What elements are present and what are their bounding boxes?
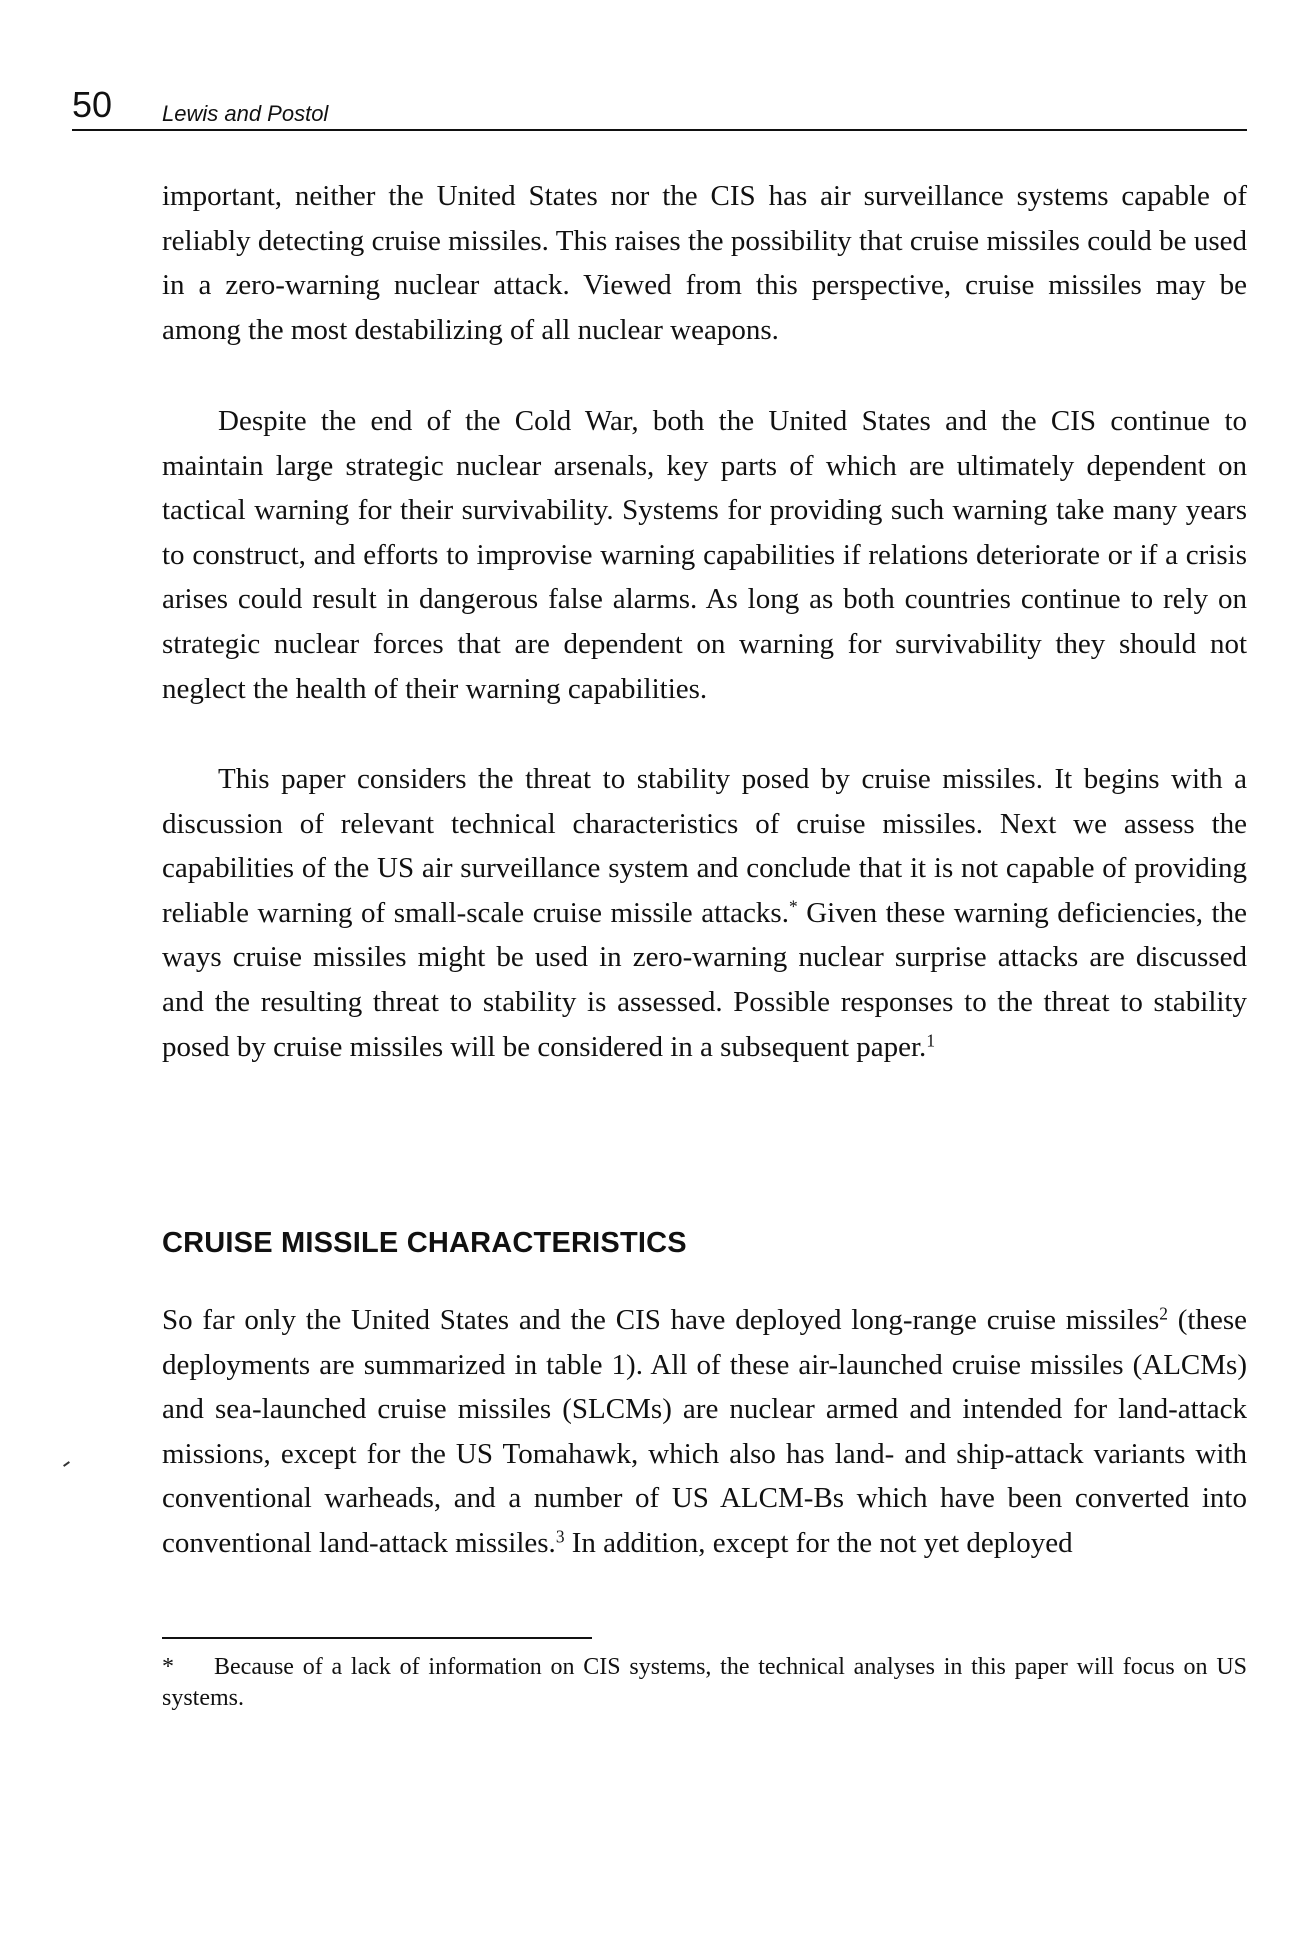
section-paragraph — [162, 1298, 1247, 1566]
footnote — [162, 1652, 1247, 1714]
running-head-authors: Lewis and Postol — [162, 101, 329, 126]
footnote-marker-asterisk: * — [788, 896, 798, 917]
footnote-text: Because of a lack of information on CIS systems, the technical analyses in this paper will focus on US systems. — [162, 1654, 1247, 1711]
body-paragraph-2: Despite the end of the Cold War, both the United States and the CIS continue to maintain large strategic nuclear arsenals, key parts of which are ultimately dependent on tactical warning for their survivability. Systems for providing such warning take many years to construct, and efforts to improvise warning capabilities if relations deteriorate or if a crisis arises could result in dangerous false alarms. As long as both countries continue to rely on strategic nuclear forces that are dependent on warning for survivability they should not neglect the health of their warning capabilities. — [162, 405, 1247, 705]
endnote-marker-2: 2 — [1159, 1303, 1168, 1324]
body-paragraph-3-text-b: Given these warning deficiencies, the ways cruise missiles might be used in zero-warning nuclear surprise attacks are discussed and the resulting threat to stability is assessed. Possible responses to the threat to stability posed by cruise missiles will be considered in a subsequent paper. — [162, 896, 1247, 1063]
endnote-marker-3: 3 — [555, 1526, 565, 1547]
body-paragraph-3 — [162, 757, 1247, 1069]
section-paragraph-text-a: So far only the United States and the CIS have deployed long-range cruise missiles — [162, 1304, 1160, 1336]
endnote-marker-1: 1 — [926, 1030, 936, 1050]
running-head — [72, 85, 1247, 131]
body-paragraph-1: important, neither the United States nor the CIS has air surveillance systems capable of reliably detecting cruise missiles. This raises the possibility that cruise missiles could be used in a zero-warning nuclear attack. Viewed from this perspective, cruise missiles may be among the most destabilizing of all nuclear weapons. — [162, 180, 1247, 346]
scan-speck — [63, 1461, 70, 1467]
section-paragraph-text-c: In addition, except for the not yet deployed — [564, 1526, 1073, 1559]
footnote-marker: * — [162, 1654, 174, 1680]
section-paragraph-text-b: (these deployments are summarized in table 1). All of these air-launched cruise missiles (ALCMs) and sea-launched cruise missiles (SLCMs) are nuclear armed and intended for land-attack missions, except for the US Tomahawk, which also has land- and ship-attack variants with conventional warheads, and a number of US ALCM-Bs which have been converted into conventional land-attack missiles. — [162, 1304, 1247, 1559]
page-number: 50 — [72, 84, 113, 125]
footnote-rule — [162, 1637, 592, 1639]
body-paragraph-3-text-a: This paper considers the threat to stability posed by cruise missiles. It begins with a discussion of relevant technical characteristics of cruise missiles. Next we assess the capabilities of the US air surveillance system and conclude that it is not capable of providing reliable warning of small-scale cruise missile attacks. — [162, 763, 1247, 929]
section-heading: CRUISE MISSILE CHARACTERISTICS — [162, 1227, 687, 1259]
